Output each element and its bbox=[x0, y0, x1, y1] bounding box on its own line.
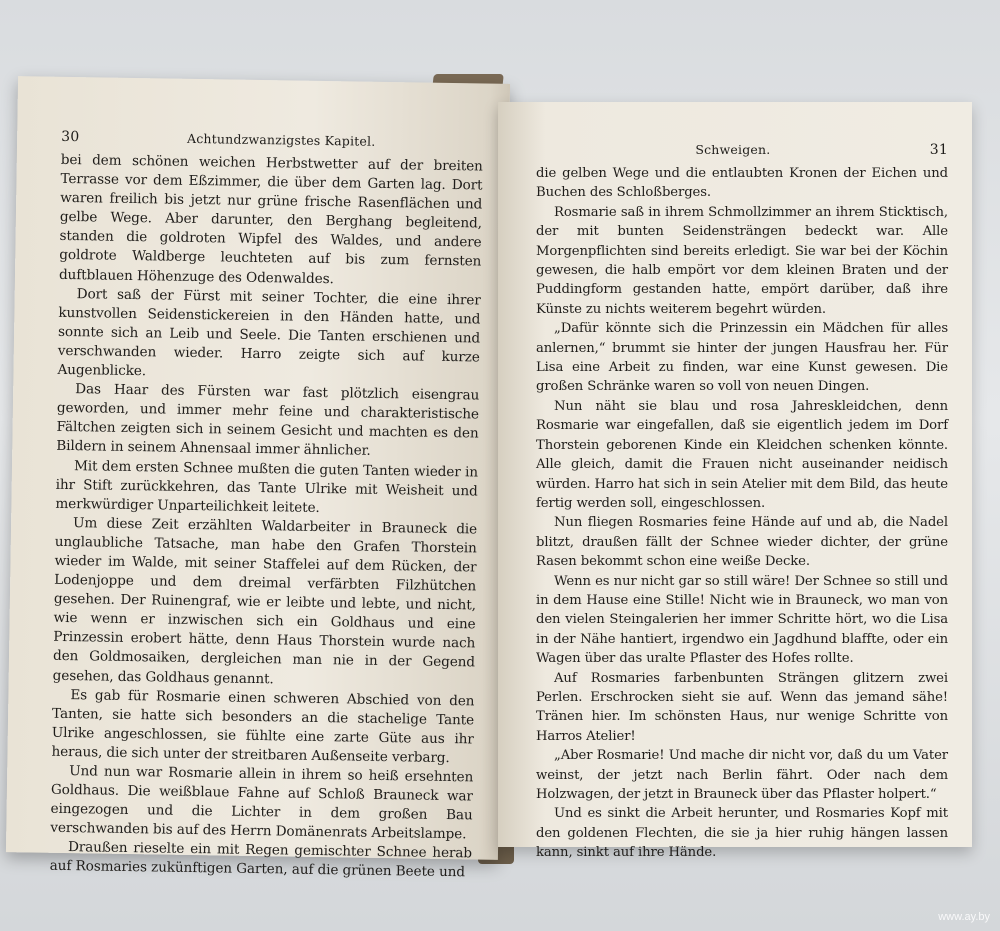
watermark: www.ay.by bbox=[938, 911, 990, 923]
paragraph: Es gab für Rosmarie einen schweren Abschied von den Tanten, sie hatte sich besonders an die stachelige Tante Ulrike angeschlossen, sie fühlte eine zarte Güte aus ihr heraus, die sich unter der streitbaren Außenseite verbarg. bbox=[51, 686, 475, 766]
right-running-head bbox=[536, 142, 948, 158]
right-running-title: Schweigen. bbox=[695, 142, 771, 157]
left-running-head bbox=[61, 129, 483, 152]
paragraph: Mit dem ersten Schnee mußten die guten Tanten wieder in ihr Stift zurückkehren, das Tante Ulrike mit Weisheit und merkwürdiger Unparteilichkeit leitete. bbox=[55, 457, 479, 516]
paragraph: bei dem schönen weichen Herbstwetter auf der breiten Terrasse vor dem Eßzimmer, die über dem Garten lag. Dort waren freilich bis jetzt nur grüne frische Rasenflächen und gelbe Wege. Aber darunter, den Berghang begleitend, standen die goldroten Wipfel des Waldes, und andere goldrote Waldberge leuchteten auf bis zum fernsten duftblauen Höhenzuge des Odenwaldes. bbox=[58, 151, 483, 287]
paragraph: Draußen rieselte ein mit Regen gemischter Schnee herab auf Rosmaries zukünftigen Garten, auf die grünen Beete und bbox=[49, 839, 473, 881]
paragraph: Dort saß der Fürst mit seiner Tochter, die eine ihrer kunstvollen Seidenstickereien in den Händen hatte, und sonnte sich an Leib und Seele. Die Tanten erschienen und verschwanden wieder. Harro zeigte sich auf kurze Augenblicke. bbox=[57, 285, 481, 380]
left-page-text bbox=[50, 151, 483, 883]
paragraph: Um diese Zeit erzählten Waldarbeiter in Brauneck die unglaubliche Tatsache, man habe den Grafen Thorstein wieder im Walde, mit seiner Staffelei auf dem Rücken, der Lodenjoppe und dem dreimal verfärbten Filzhütchen gesehen. Der Ruinengraf, wie er leibte und lebte, und nicht, wie wenn er inzwischen sich ein Goldhaus und eine Prinzessin erobert hätte, denn Haus Thorstein wurde nach den Goldmosaiken, dergleichen man nie in der Gegend gesehen, das Goldhaus genannt. bbox=[52, 514, 478, 687]
left-running-title: Achtundzwanzigstes Kapitel. bbox=[186, 130, 376, 149]
paragraph: Wenn es nur nicht gar so still wäre! Der Schnee so still und in dem Hause eine Stille! Nicht wie in Brauneck, wo man von den vielen Steingalerien her immer Schritte hört, wo die Lisa in der Nähe hantiert, irgendwo ein Jagdhund blaffte, oder ein Wagen über das uralte Pflaster des Hofes rollte. bbox=[536, 573, 948, 667]
paragraph: „Aber Rosmarie! Und mache dir nicht vor, daß du um Vater weinst, der jetzt nach Berlin fährt. Oder nach dem Holzwagen, der jetzt in Brauneck über das Pflaster holpert.“ bbox=[536, 748, 948, 802]
paragraph: „Dafür könnte sich die Prinzessin ein Mädchen für alles anlernen,“ brummt sie hinter der jungen Hausfrau her. Für Lisa eine Arbeit zu finden, war eine Kunst gewesen. Die großen Schränke waren so voll von neuen Dingen. bbox=[536, 321, 948, 395]
right-page-number: 31 bbox=[929, 142, 948, 158]
paragraph: Und nun war Rosmarie allein in ihrem so heiß ersehnten Goldhaus. Die weißblaue Fahne auf Schloß Brauneck war eingezogen und die Lichter in dem großen Bau verschwanden bis auf des Herrn Domänenrats Arbeitslampe. bbox=[50, 763, 474, 843]
paragraph: Das Haar des Fürsten war fast plötzlich eisengrau geworden, und immer mehr feine und charakteristische Fältchen zeigten sich in seinem Gesicht und machten es den Bildern in seinem Ahnensaal immer ähnlicher. bbox=[56, 381, 480, 460]
right-page bbox=[498, 102, 972, 861]
paragraph: Nun näht sie blau und rosa Jahreskleidchen, denn Rosmarie war eingefallen, daß sie eigentlich jedem im Dorf Thorstein geborenen Kinde ein Kleidchen schenken könnte. Alle gleich, damit die Frauen nicht auseinander neidisch würden. Harro hat sich in sein Atelier mit dem Bild, das heute fertig werden soll, eingeschlossen. bbox=[536, 398, 948, 511]
paragraph: Nun fliegen Rosmaries feine Hände auf und ab, die Nadel blitzt, draußen fällt der Schnee wieder dichter, der grüne Rasen bekommt schon eine weiße Decke. bbox=[536, 515, 948, 570]
left-page-number: 30 bbox=[61, 128, 80, 146]
paragraph: die gelben Wege und die entlaubten Kronen der Eichen und Buchen des Schloßberges. bbox=[536, 166, 948, 201]
left-page bbox=[6, 76, 510, 881]
paragraph: Und es sinkt die Arbeit herunter, und Rosmaries Kopf mit den goldenen Flechten, die sie ja hier ruhig hängen lassen kann, sinkt auf ihre Hände. bbox=[536, 806, 948, 861]
right-page-text bbox=[536, 164, 948, 863]
paragraph: Rosmarie saß in ihrem Schmollzimmer an ihrem Sticktisch, der mit bunten Seidensträngen bedeckt war. Alle Morgenpflichten sind bereits erledigt. Sie war bei der Köchin gewesen, die halb empört vor dem kleinen Braten und der Puddingform gestanden hatte, empört darüber, daß ihre Künste zu nichts weiterem begehrt würden. bbox=[536, 204, 948, 317]
paragraph: Auf Rosmaries farbenbunten Strängen glitzern zwei Perlen. Erschrocken sieht sie auf. Wenn das jemand sähe! Tränen hier. Im schönsten Haus, nur wenige Schritte von Harros Atelier! bbox=[536, 670, 948, 744]
